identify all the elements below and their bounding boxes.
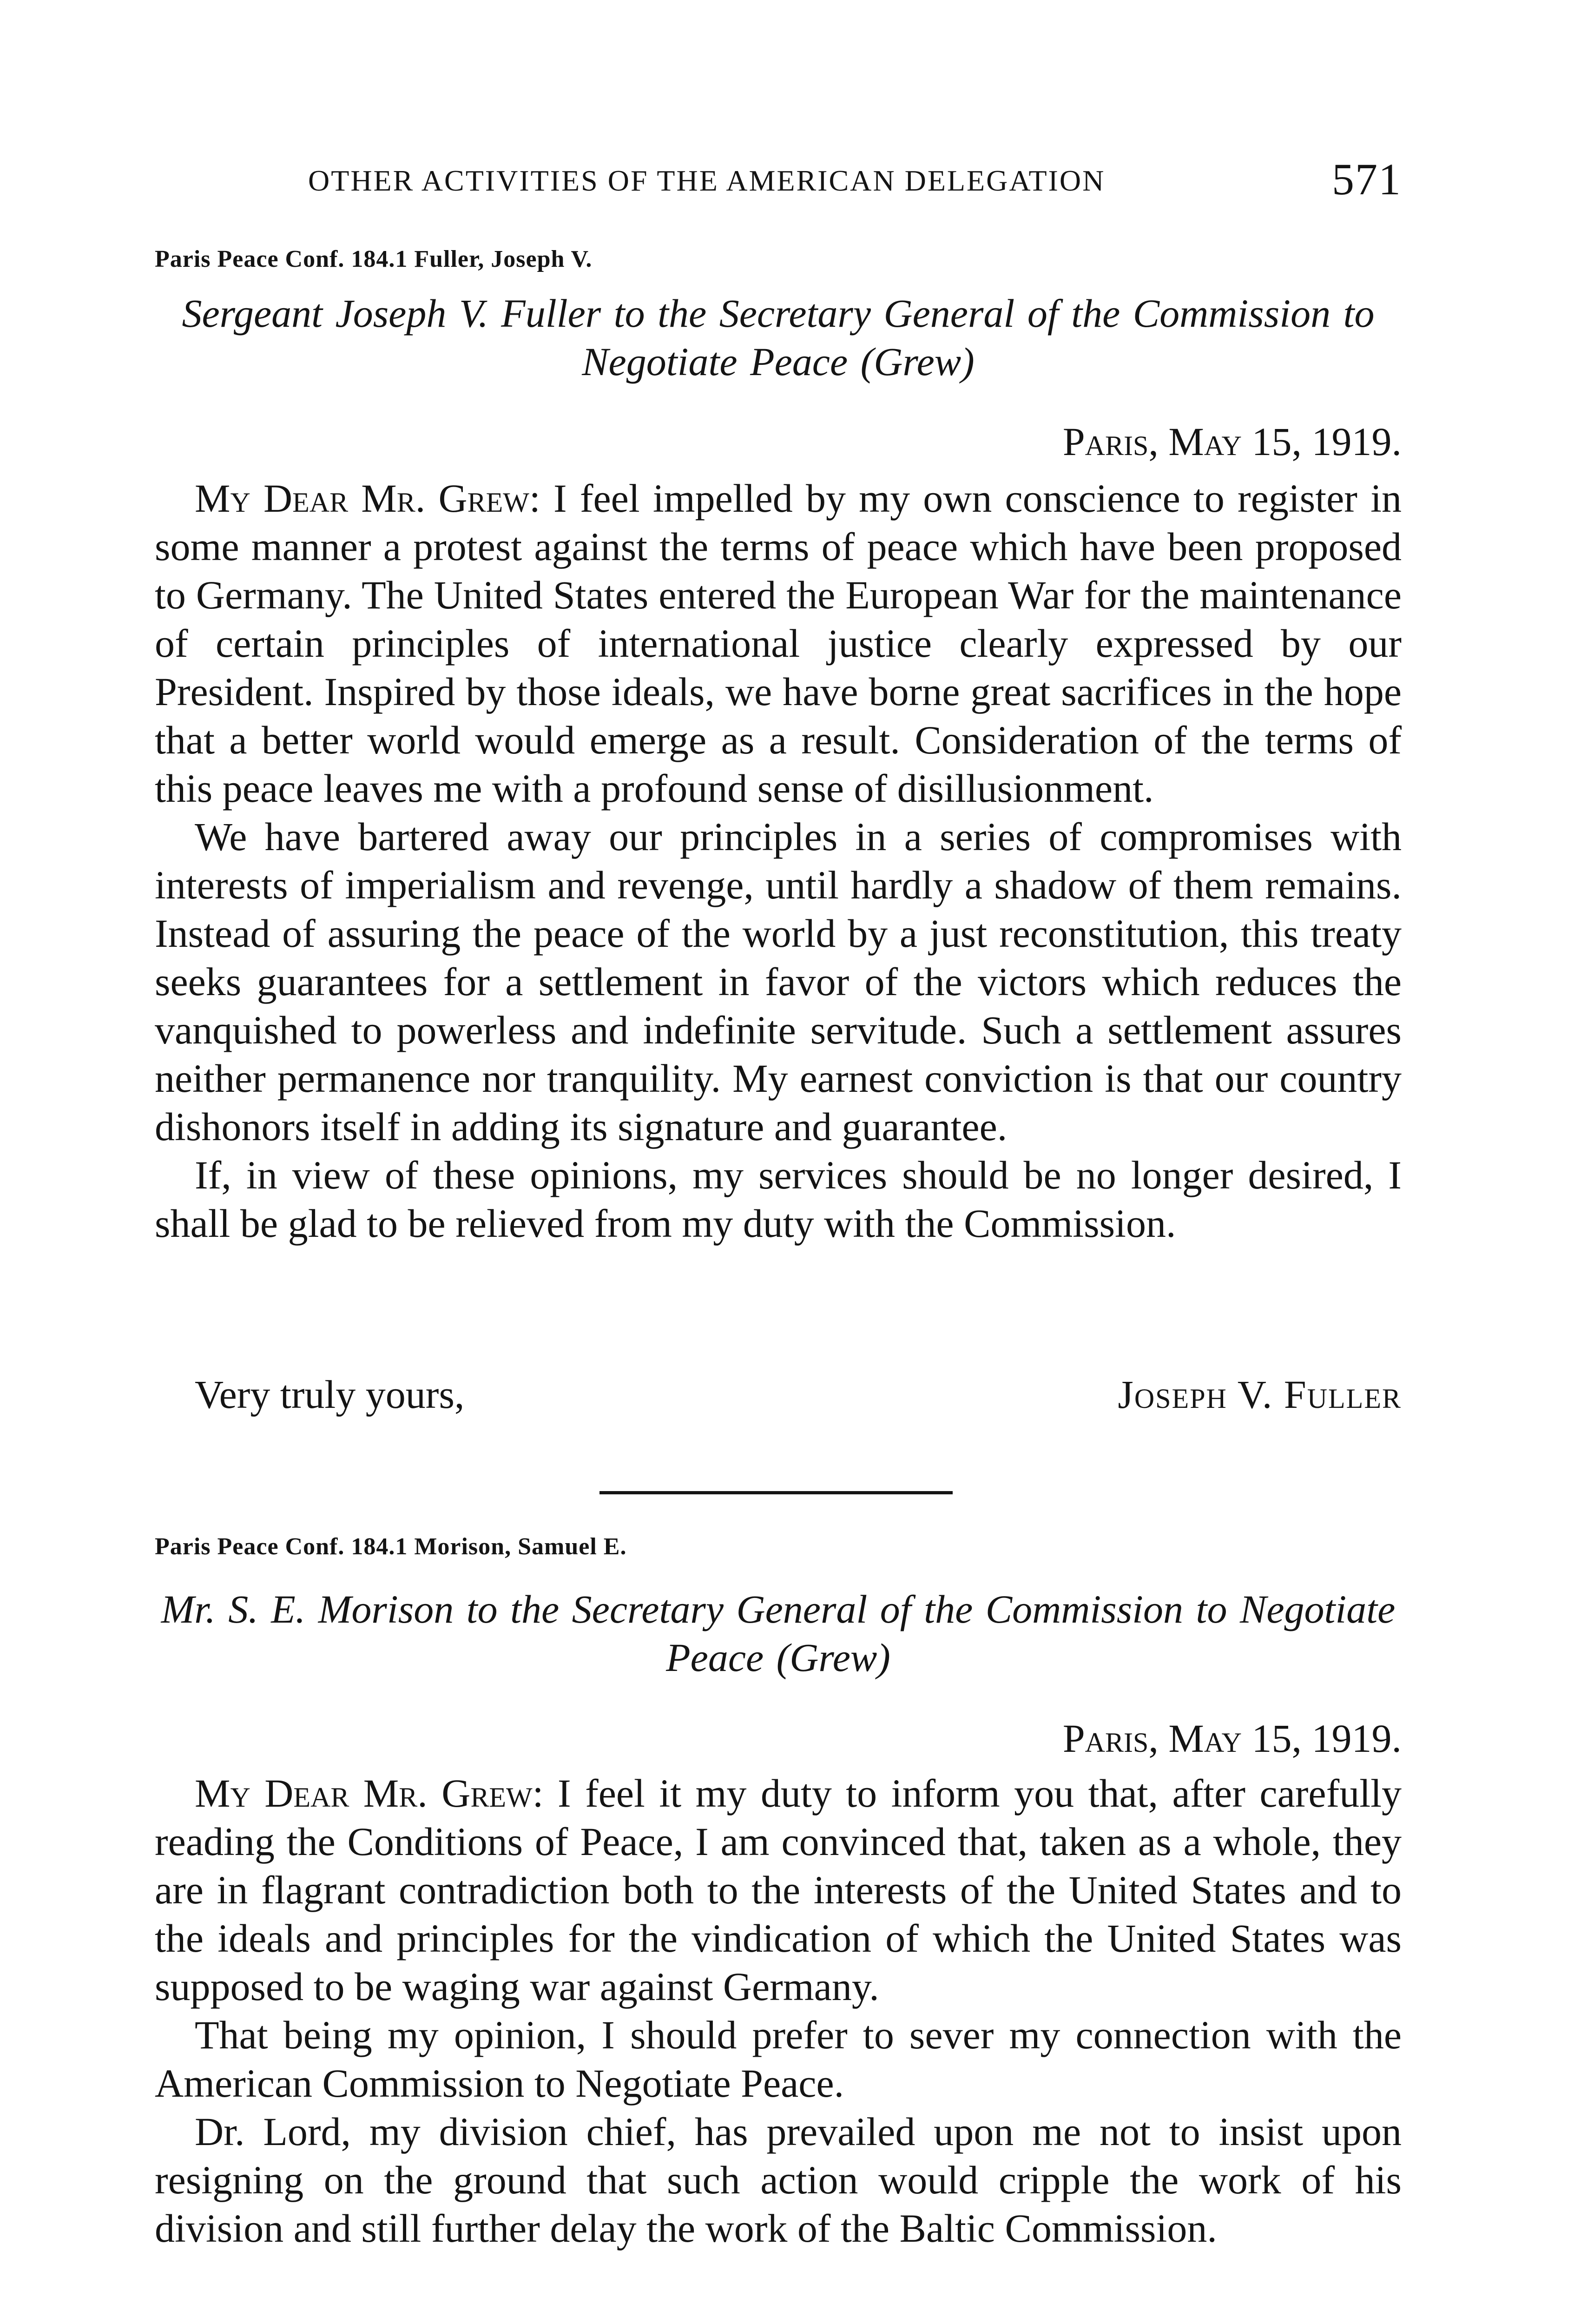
letter1-valediction: Very truly yours, — [195, 1372, 465, 1417]
letter2-dateline-text: Paris, May 15, 1919. — [1062, 1716, 1402, 1761]
page-number: 571 — [1332, 154, 1402, 204]
letter1-paragraph-1 — [155, 474, 1402, 812]
letter1-paragraph-3: If, in view of these opinions, my services should be no longer desired, I shall be glad to be relieved from my duty with the Commission. — [155, 1153, 1402, 1246]
letter2-file-reference: Paris Peace Conf. 184.1 Morison, Samuel E. — [155, 1533, 627, 1560]
letter2-paragraph-2: That being my opinion, I should prefer to sever my connection with the American Commission to Negotiate Peace. — [155, 2013, 1402, 2106]
letter1-title: Sergeant Joseph V. Fuller to the Secretary General of the Commission to Negotiate Peace (Grew) — [182, 291, 1375, 384]
letter2-paragraph-1 — [155, 1769, 1402, 2011]
letter2-title: Mr. S. E. Morison to the Secretary General of the Commission to Negotiate Peace (Grew) — [161, 1587, 1396, 1680]
letter2-salutation: My Dear Mr. Grew: — [195, 1771, 544, 1816]
page-header — [155, 153, 1402, 209]
letter1-salutation: My Dear Mr. Grew: — [195, 476, 540, 521]
running-head: OTHER ACTIVITIES OF THE AMERICAN DELEGATION — [308, 164, 1106, 197]
letter1-signature: Joseph V. Fuller — [1118, 1372, 1402, 1417]
letter2-paragraph-1-text: I feel it my duty to inform you that, after carefully reading the Conditions of Peace, I am convinced that, taken as a whole, they are in flagrant contradiction both to the interests of the United States and to the ideals and principles for the vindication of which the United States was supposed to be waging war against Germany. — [155, 1771, 1402, 2009]
letter1-body — [155, 474, 1402, 1248]
letter1-paragraph-1-text: I feel impelled by my own conscience to register in some manner a protest against the terms of peace which have been proposed to Germany. The United States entered the European War for the maintenance of certain principles of international justice clearly expressed by our President. Inspired by those ideals, we have borne great sacrifices in the hope that a better world would emerge as a result. Consideration of the terms of this peace leaves me with a profound sense of disillusionment. — [155, 476, 1402, 811]
letter2-paragraph-3: Dr. Lord, my division chief, has prevailed upon me not to insist upon resigning on the ground that such action would cripple the work of his division and still further delay the work of the Baltic Commission. — [155, 2109, 1402, 2251]
letter1-closing — [155, 1371, 1402, 1422]
letter1-dateline — [1063, 418, 1402, 465]
letter1-file-reference: Paris Peace Conf. 184.1 Fuller, Joseph V. — [155, 246, 593, 272]
letter1-dateline-text: Paris, May 15, 1919. — [1062, 419, 1402, 464]
letter2-body — [155, 1769, 1402, 2252]
letter2-dateline — [1063, 1715, 1402, 1762]
letter1-paragraph-2: We have bartered away our principles in a series of compromises with interests of imperialism and revenge, until hardly a shadow of them remains. Instead of assuring the peace of the world by a just reconstitution, this treaty seeks guarantees for a settlement in favor of the victors which reduces the vanquished to powerless and indefinite servitude. Such a settlement assures neither permanence nor tranquility. My earnest conviction is that our country dishonors itself in adding its signature and guarantee. — [155, 814, 1402, 1149]
section-divider — [599, 1491, 953, 1494]
